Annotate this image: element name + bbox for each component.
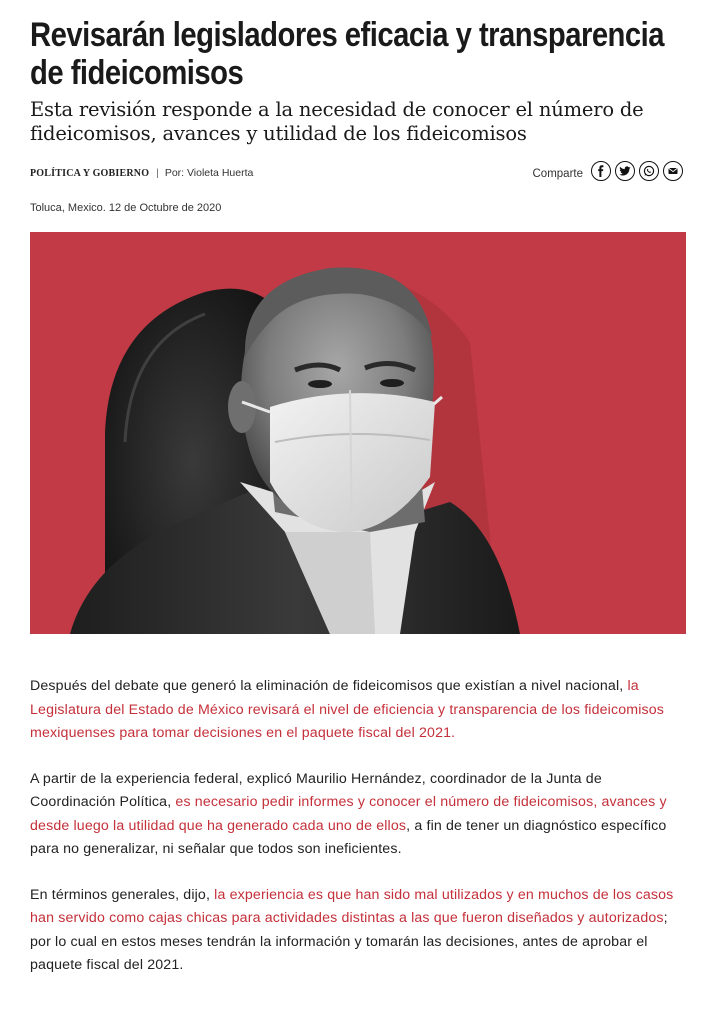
article-subheadline: Esta revisión responde a la necesidad de conocer el número de fideicomisos, avances y utilidad de los fideicomisos [30, 98, 644, 145]
hero-image [30, 232, 686, 634]
highlighted-text: la experiencia es que han sido mal utilizados y en muchos de los casos han servido como cajas chicas para actividades distintas a las que fueron diseñados y autorizados [30, 886, 674, 926]
share-label: Comparte [532, 168, 583, 180]
dateline: Toluca, Mexico. 12 de Octubre de 2020 [30, 202, 222, 214]
article-body [30, 675, 686, 1000]
highlighted-text: es necesario pedir informes y conocer el número de fideicomisos, avances y desde luego la utilidad que ha generado cada uno de ellos [30, 794, 667, 834]
paragraph-text: En términos generales, dijo, [30, 886, 215, 903]
facebook-icon [595, 165, 607, 177]
twitter-share-button[interactable] [615, 161, 635, 181]
email-icon [667, 165, 679, 177]
email-share-button[interactable] [663, 161, 683, 181]
paragraph-3 [30, 884, 686, 978]
twitter-icon [619, 165, 631, 177]
facebook-share-button[interactable] [591, 161, 611, 181]
meta-separator: | [156, 167, 159, 179]
share-bar [533, 161, 684, 181]
highlighted-text: la Legislatura del Estado de México revisará el nivel de eficiencia y transparencia de los fideicomisos mexiquenses para tomar decisiones en el paquete fiscal del 2021. [30, 678, 665, 741]
byline: Por: Violeta Huerta [164, 167, 254, 179]
paragraph-2 [30, 768, 686, 862]
paragraph-text: Después del debate que generó la eliminación de fideicomisos que existían a nivel nacional, [30, 678, 628, 694]
paragraph-text: ; por lo cual en estos meses tendrán la información y tomarán las decisiones, antes de aprobar el paquete fiscal del 2021. [30, 910, 668, 973]
article-meta [30, 166, 253, 180]
article-headline: Revisarán legisladores eficacia y transparencia de fideicomisos [30, 16, 665, 92]
paragraph-text: , a fin de tener un diagnóstico específico para no generalizar, ni señalar que todos son ineficientes. [30, 817, 667, 857]
whatsapp-share-button[interactable] [639, 161, 659, 181]
whatsapp-icon [643, 165, 655, 177]
paragraph-1 [30, 675, 686, 746]
paragraph-text: A partir de la experiencia federal, explicó Maurilio Hernández, coordinador de la Junta de Coordinación Política, [30, 770, 602, 810]
man-wearing-face-mask-photo [30, 232, 686, 634]
section-label[interactable]: POLÍTICA Y GOBIERNO [30, 167, 150, 179]
